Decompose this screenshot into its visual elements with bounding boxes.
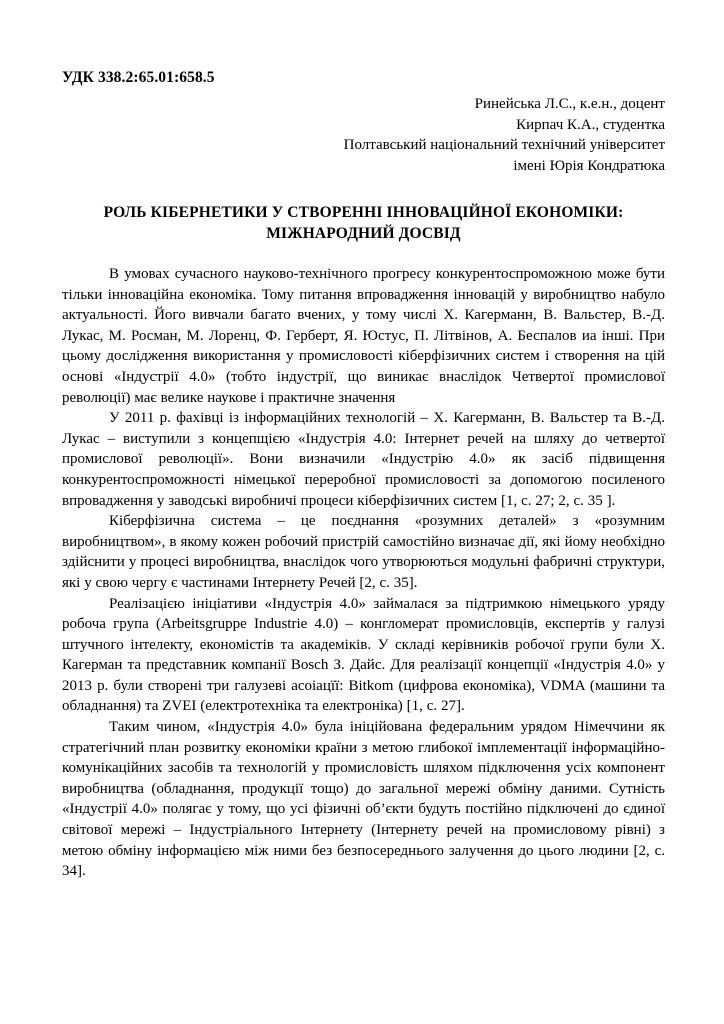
author-line-2: Кирпач К.А., студентка — [516, 116, 665, 133]
body-paragraph: Кіберфізична система – це поєднання «розумних деталей» з «розумним виробництвом», в якому кожен робочий пристрій самостійно визначає дії, які йому необхідно здійснити у процесі виробництва, внаслідок чого утворюються модульні фабричні структури, які у свою чергу є частинами Інтернету Речей [2, с. 35]. — [62, 513, 665, 591]
author-affiliation-block — [62, 94, 665, 176]
udk-classification-code: УДК 338.2:65.01:658.5 — [62, 69, 215, 86]
article-title-line-1: РОЛЬ КІБЕРНЕТИКИ У СТВОРЕННІ ІННОВАЦІЙНОЇ ЕКОНОМІКИ: — [103, 204, 624, 221]
body-paragraph: В умовах сучасного науково-технічного прогресу конкурентоспроможною може бути тільки інноваційна економіка. Тому питання впровадження інновацій у виробництво набуло актуальності. Його вивчали багато вчених, у тому числі Х. Кагерманн, В. Вальстер, В.-Д. Лукас, М. Росман, М. Лоренц, Ф. Герберт, Я. Юстус, П. Літвінов, А. Беспалов иа інші. При цьому дослідження використання у промисловості кіберфізичних систем і створення на цій основі «Індустрії 4.0» (тобто індустрії, що виникає внаслідок Четвертої промислової революції) має велике наукове і практичне значення — [62, 266, 665, 406]
article-title-line-2: МІЖНАРОДНИЙ ДОСВІД — [266, 225, 461, 242]
article-title — [62, 202, 665, 244]
body-paragraph: У 2011 р. фахівці із інформаційних технологій – Х. Кагерманн, В. Вальстер та В.-Д. Лукас – виступили з концепщією «Індустрія 4.0: Інтернет речей на шляху до четвертої промислової революції». Вони визначили «Індустрію 4.0» як засіб підвищення конкурентоспроможності німецької переробної промисловості за допомогою посиленого впровадження у заводські виробничі процеси кіберфізичних систем [1, с. 27; 2, с. 35 ]. — [62, 410, 665, 509]
author-line-1: Ринейська Л.С., к.е.н., доцент — [474, 96, 665, 112]
article-body — [62, 264, 665, 882]
body-paragraph: Таким чином, «Індустрія 4.0» була ініційована федеральним урядом Німеччини як стратегічний план розвитку економіки країни з метою глибокої імплементації інформаційно-комунікаційних засобів та технологій у промисловість шляхом підключення усіх компонент виробництва (обладнання, продукції тощо) до загальної мережі обміну даними. Сутність «Індустрії 4.0» полягає у тому, що усі фізичні об’єкти будуть постійно підключені до єдиної світової мережі – Індустріального Інтернету (Інтернету речей на промисловому рівні) з метою обміну інформацією між ними без безпосереднього залучення до цього людини [2, с. 34]. — [62, 719, 665, 880]
affiliation-line-1: Полтавський національний технічний університет — [343, 137, 665, 153]
body-paragraph: Реалізацією ініціативи «Індустрія 4.0» займалася за підтримкою німецького уряду робоча група (Arbeitsgruppe Industrie 4.0) – конгломерат промисловців, експертів у галузі штучного інтелекту, економістів та академіків. У складі керівників робочої групи були Х. Кагерман та представник компанії Bosch З. Дайс. Для реалізації концепції «Індустрія 4.0» у 2013 р. були створені три галузеві асоіацїї: Bitkom (цифрова економіка), VDMA (машини та обладнання) та ZVEI (електротехніка та електроніка) [1, с. 27]. — [62, 595, 665, 715]
affiliation-line-2: імені Юрія Кондратюка — [513, 157, 665, 174]
